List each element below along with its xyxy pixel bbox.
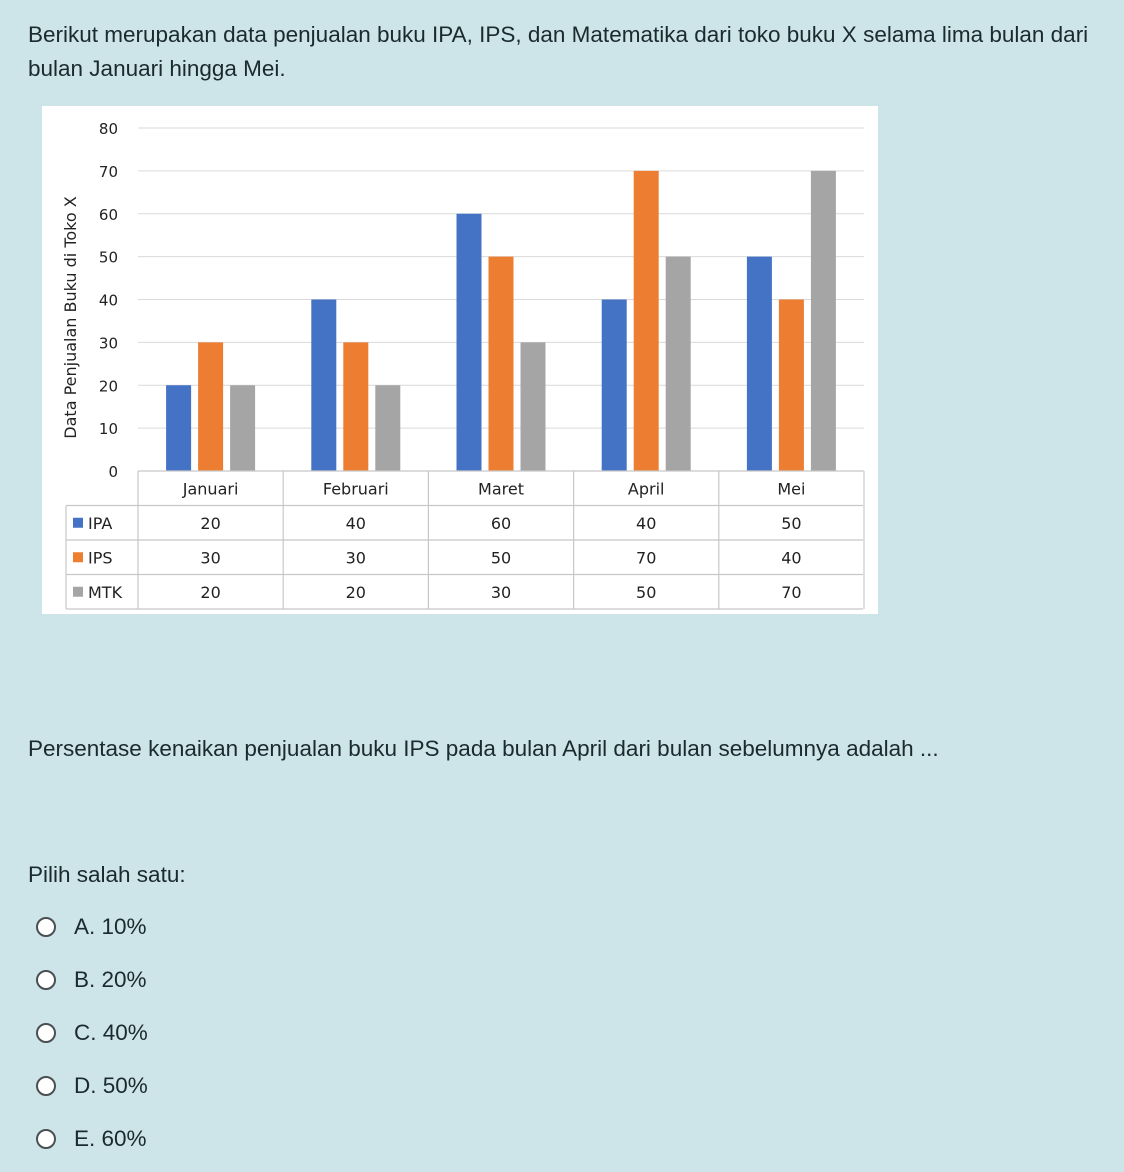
question-intro: Berikut merupakan data penjualan buku IPA, IPS, dan Matematika dari toko buku X selama lima bulan dari bulan Januari hingga Mei. xyxy=(28,22,1089,81)
y-tick-label: 80 xyxy=(98,120,118,138)
y-tick-label: 50 xyxy=(98,248,118,267)
legend-label: IPS xyxy=(88,548,113,568)
bar xyxy=(311,300,336,472)
data-label: 50 xyxy=(490,548,512,568)
y-tick-label: 60 xyxy=(98,205,118,224)
data-label: 20 xyxy=(345,582,366,602)
legend-label: MTK xyxy=(88,582,123,602)
legend-key xyxy=(73,518,83,528)
bar xyxy=(779,300,804,472)
chart-svg xyxy=(42,106,878,614)
data-label: 70 xyxy=(781,582,802,602)
bar xyxy=(457,214,482,471)
data-label: 30 xyxy=(200,548,221,568)
y-tick-label: 30 xyxy=(98,334,118,353)
data-label: 30 xyxy=(490,582,512,602)
data-label: 20 xyxy=(200,513,221,533)
option-label: C. 40% xyxy=(74,1019,148,1045)
sales-chart xyxy=(42,106,878,614)
bar xyxy=(375,385,400,471)
answer-options xyxy=(36,900,148,1165)
option-c[interactable] xyxy=(36,1006,148,1059)
y-axis-title: Data Penjualan Buku di Toko X xyxy=(61,196,80,439)
radio-button[interactable] xyxy=(36,1076,56,1096)
radio-button[interactable] xyxy=(36,1129,56,1149)
radio-button[interactable] xyxy=(36,1023,56,1043)
option-label: A. 10% xyxy=(74,913,147,939)
option-label: B. 20% xyxy=(74,966,147,992)
bar xyxy=(198,342,223,471)
legend-key xyxy=(73,552,83,562)
data-label: 50 xyxy=(636,582,657,602)
option-label: D. 50% xyxy=(74,1072,148,1098)
bar xyxy=(230,385,255,471)
option-d[interactable] xyxy=(36,1059,148,1112)
data-label: 70 xyxy=(636,548,657,568)
category-label: Februari xyxy=(322,479,389,499)
option-e[interactable] xyxy=(36,1112,148,1165)
radio-button[interactable] xyxy=(36,917,56,937)
bar xyxy=(602,300,627,472)
bar xyxy=(634,171,659,471)
data-label: 20 xyxy=(200,582,221,602)
category-label: April xyxy=(627,479,665,499)
option-b[interactable] xyxy=(36,953,148,1006)
legend-key xyxy=(73,587,83,597)
category-label: Mei xyxy=(777,479,806,499)
data-label: 50 xyxy=(781,513,802,533)
data-label: 30 xyxy=(345,548,366,568)
radio-button[interactable] xyxy=(36,970,56,990)
legend-label: IPA xyxy=(88,513,113,533)
bar xyxy=(343,342,368,471)
option-label: E. 60% xyxy=(74,1125,147,1151)
y-tick-label: 40 xyxy=(98,291,118,310)
option-a[interactable] xyxy=(36,900,148,953)
bar xyxy=(166,385,191,471)
category-label: Maret xyxy=(478,479,524,499)
bar xyxy=(747,257,772,471)
bar xyxy=(666,257,691,471)
y-tick-label: 70 xyxy=(98,162,118,181)
choose-label: Pilih salah satu: xyxy=(28,862,186,887)
bar xyxy=(521,342,546,471)
data-label: 60 xyxy=(490,513,512,533)
data-label: 40 xyxy=(636,513,657,533)
data-label: 40 xyxy=(781,548,802,568)
y-tick-label: 20 xyxy=(98,377,118,396)
y-tick-label: 10 xyxy=(98,420,118,439)
y-tick-label: 0 xyxy=(108,463,118,481)
category-label: Januari xyxy=(182,479,239,499)
bar xyxy=(811,171,836,471)
bar xyxy=(489,257,514,471)
question-prompt: Persentase kenaikan penjualan buku IPS pada bulan April dari bulan sebelumnya adalah ... xyxy=(28,736,939,761)
data-label: 40 xyxy=(345,513,366,533)
